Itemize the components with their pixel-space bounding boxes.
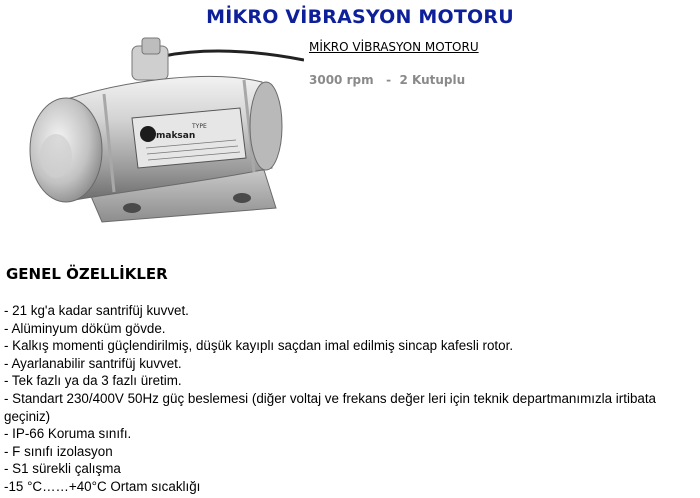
- section-heading: GENEL ÖZELLİKLER: [6, 265, 168, 283]
- feature-item: - Alüminyum döküm gövde.: [4, 320, 166, 336]
- feature-item: - 21 kg'a kadar santrifüj kuvvet.: [4, 303, 189, 318]
- feature-item: - Ayarlanabilir santrifüj kuvvet.: [4, 355, 182, 371]
- feature-item: - Kalkış momenti güçlendirilmiş, düşük kayıplı saçdan imal edilmiş sincap kafesli rotor.: [4, 338, 514, 354]
- power-cable: [164, 51, 304, 60]
- feature-item: - F sınıfı izolasyon: [4, 443, 113, 459]
- motor-product-image: [14, 30, 304, 240]
- brand-logo-text: maksan: [156, 131, 196, 141]
- product-spec: 3000 rpm - 2 Kutuplu: [309, 73, 466, 87]
- feature-item: - Standart 230/400V 50Hz güç beslemesi (diğer voltaj ve frekans değer leri için teknik departmanımızla irtibata: [4, 390, 657, 406]
- feature-item: - Tek fazlı ya da 3 fazlı üretim.: [4, 373, 182, 389]
- page-title: MİKRO VİBRASYON MOTORU: [206, 6, 514, 28]
- feature-list: [4, 302, 694, 496]
- feature-item: geçiniz): [4, 408, 51, 424]
- feature-item: - S1 sürekli çalışma: [4, 461, 121, 477]
- nameplate-type-text: TYPE: [192, 123, 207, 130]
- product-name-link[interactable]: MİKRO VİBRASYON MOTORU: [309, 40, 479, 54]
- feature-item: -15 °C……+40°C Ortam sıcaklığı: [4, 478, 201, 494]
- feature-item: - IP-66 Koruma sınıfı.: [4, 426, 132, 442]
